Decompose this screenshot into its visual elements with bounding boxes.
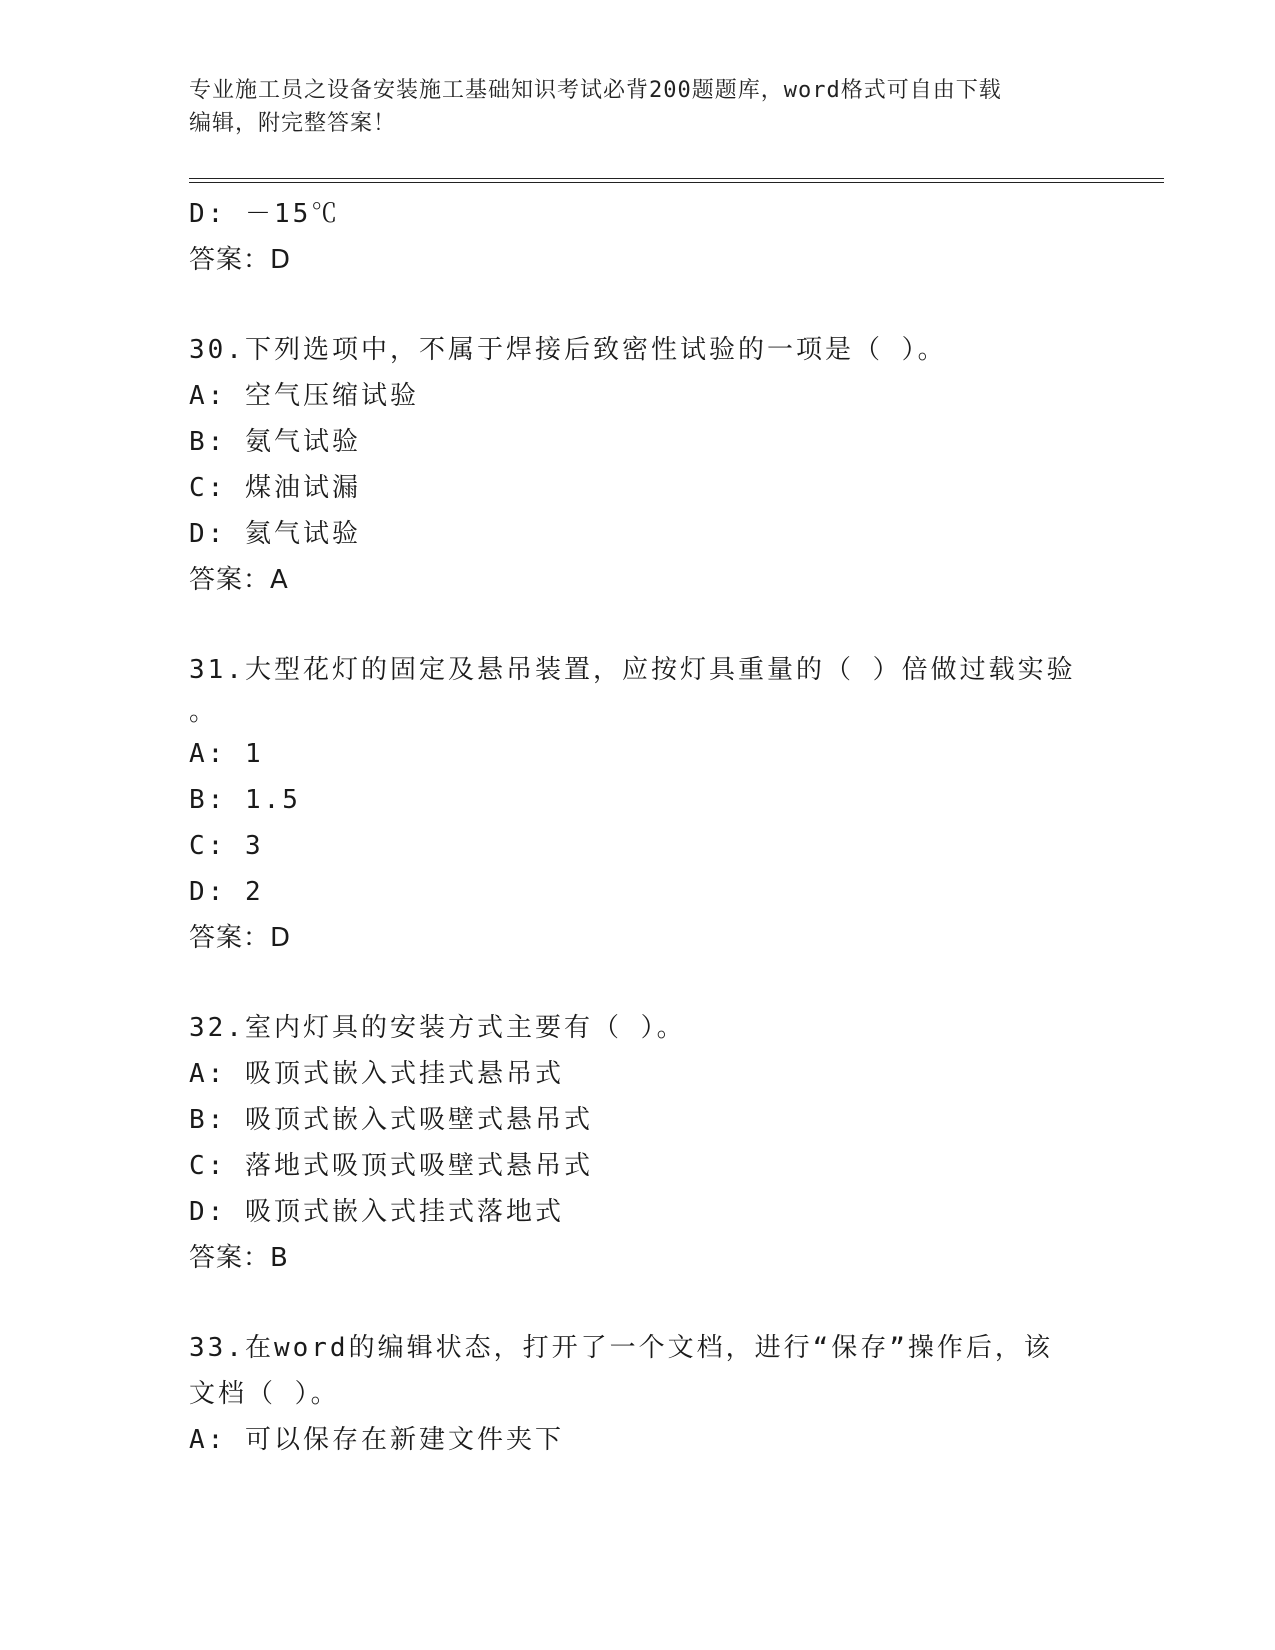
option-a: A: 空气压缩试验 bbox=[189, 381, 419, 411]
question-text-line-2: 。 bbox=[189, 697, 219, 727]
question-text-line-1: 31.大型花灯的固定及悬吊装置，应按灯具重量的（ ）倍做过载实验 bbox=[189, 655, 1076, 685]
question-text: 30.下列选项中，不属于焊接后致密性试验的一项是（ ）。 bbox=[189, 335, 947, 365]
option-b: B: 氨气试验 bbox=[189, 427, 361, 457]
header-line-2: 编辑，附完整答案！ bbox=[189, 111, 397, 136]
document-body bbox=[189, 191, 1089, 1463]
question-text-line-2: 文档（ ）。 bbox=[189, 1379, 340, 1409]
option-c: C: 落地式吸顶式吸壁式悬吊式 bbox=[189, 1151, 593, 1181]
question-text: 32.室内灯具的安装方式主要有（ ）。 bbox=[189, 1013, 686, 1043]
answer: 答案：B bbox=[189, 1243, 289, 1273]
question-30 bbox=[189, 327, 1089, 603]
spacer bbox=[189, 603, 1089, 647]
option-d: D: 吸顶式嵌入式挂式落地式 bbox=[189, 1197, 564, 1227]
option-a: A: 1 bbox=[189, 739, 264, 769]
header-line-1: 专业施工员之设备安装施工基础知识考试必背200题题库，word格式可自由下载 bbox=[189, 78, 1002, 103]
header-divider-top bbox=[189, 178, 1164, 179]
option-a: A: 可以保存在新建文件夹下 bbox=[189, 1425, 564, 1455]
question-31 bbox=[189, 647, 1089, 961]
option-b: B: 1.5 bbox=[189, 785, 301, 815]
question-33 bbox=[189, 1325, 1089, 1463]
option-c: C: 3 bbox=[189, 831, 264, 861]
option-b: B: 吸顶式嵌入式吸壁式悬吊式 bbox=[189, 1105, 593, 1135]
spacer bbox=[189, 283, 1089, 327]
option-d: D: 氦气试验 bbox=[189, 519, 361, 549]
carryover-answer: 答案：D bbox=[189, 245, 292, 275]
question-text-line-1: 33.在word的编辑状态，打开了一个文档，进行“保存”操作后，该 bbox=[189, 1333, 1053, 1363]
answer: 答案：D bbox=[189, 923, 292, 953]
option-a: A: 吸顶式嵌入式挂式悬吊式 bbox=[189, 1059, 564, 1089]
question-32 bbox=[189, 1005, 1089, 1281]
spacer bbox=[189, 1281, 1089, 1325]
option-d: D: 2 bbox=[189, 877, 264, 907]
answer: 答案：A bbox=[189, 565, 289, 595]
header-divider-bottom bbox=[189, 182, 1164, 183]
option-c: C: 煤油试漏 bbox=[189, 473, 361, 503]
document-header bbox=[189, 74, 1089, 140]
carryover-option-d: D: －15℃ bbox=[189, 199, 341, 229]
spacer bbox=[189, 961, 1089, 1005]
